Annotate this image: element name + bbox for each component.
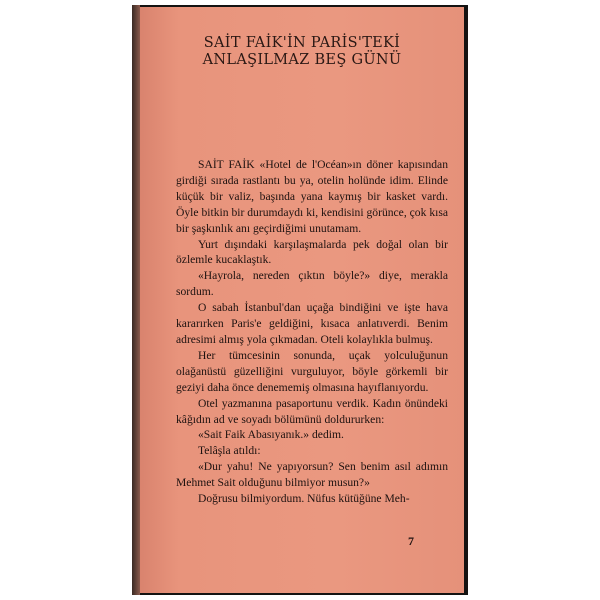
paragraph: «Dur yahu! Ne yapıyorsun? Sen benim asıl adımın Mehmet Sait olduğunu bilmiyor musun?» (176, 460, 448, 490)
book (132, 5, 468, 595)
paragraph: O sabah İstanbul'dan uçağa bindiğini ve işte hava kararırken Paris'e geldiğini, kısaca anlatıverdi. Benim adresimi almış yola çıkmadan. Oteli kolaylıkla bulmuş. (176, 301, 448, 346)
paragraph: «Sait Faik Abasıyanık.» dedim. (198, 428, 344, 442)
book-spine-shadow (132, 5, 140, 595)
page-number: 7 (408, 534, 414, 548)
paragraph: Otel yazmanına pasaportunu verdik. Kadın önündeki kâğıdın ad ve soyadı bölümünü doldururken: (176, 396, 448, 426)
paragraph: SAİT FAİK «Hotel de l'Océan»ın döner kapısından girdiği sırada rastlantı bu ya, otelin holünde idim. Elinde küçük bir valiz, başında yana kaymış bir kasket vardı. Öyle bitkin bir durumdaydı ki, kendisini görünce, çok kısa bir şaşkınlık anı geçirdiğimi unutamam. (176, 158, 448, 235)
paragraph: Yurt dışındaki karşılaşmalarda pek doğal olan bir özlemle kucaklaştık. (176, 237, 448, 267)
paragraph: Her tümcesinin sonunda, uçak yolculuğunun olağanüstü güzelliğini vurguluyor, böyle görkemli bir geziyi daha önce denememiş olmasına hayıflanıyordu. (176, 348, 448, 394)
book-page (140, 7, 464, 593)
chapter-title-line-2: ANLAŞILMAZ BEŞ GÜNÜ (202, 52, 402, 68)
paragraph: Telâşla atıldı: (198, 444, 261, 458)
paragraph: «Hayrola, nereden çıktın böyle?» diye, merakla sordum. (176, 269, 448, 299)
chapter-title-line-1: SAİT FAİK'İN PARİS'TEKİ (203, 35, 401, 51)
chapter-body (176, 157, 448, 507)
paragraph: Doğrusu bilmiyordum. Nüfus kütüğüne Meh- (198, 492, 410, 506)
